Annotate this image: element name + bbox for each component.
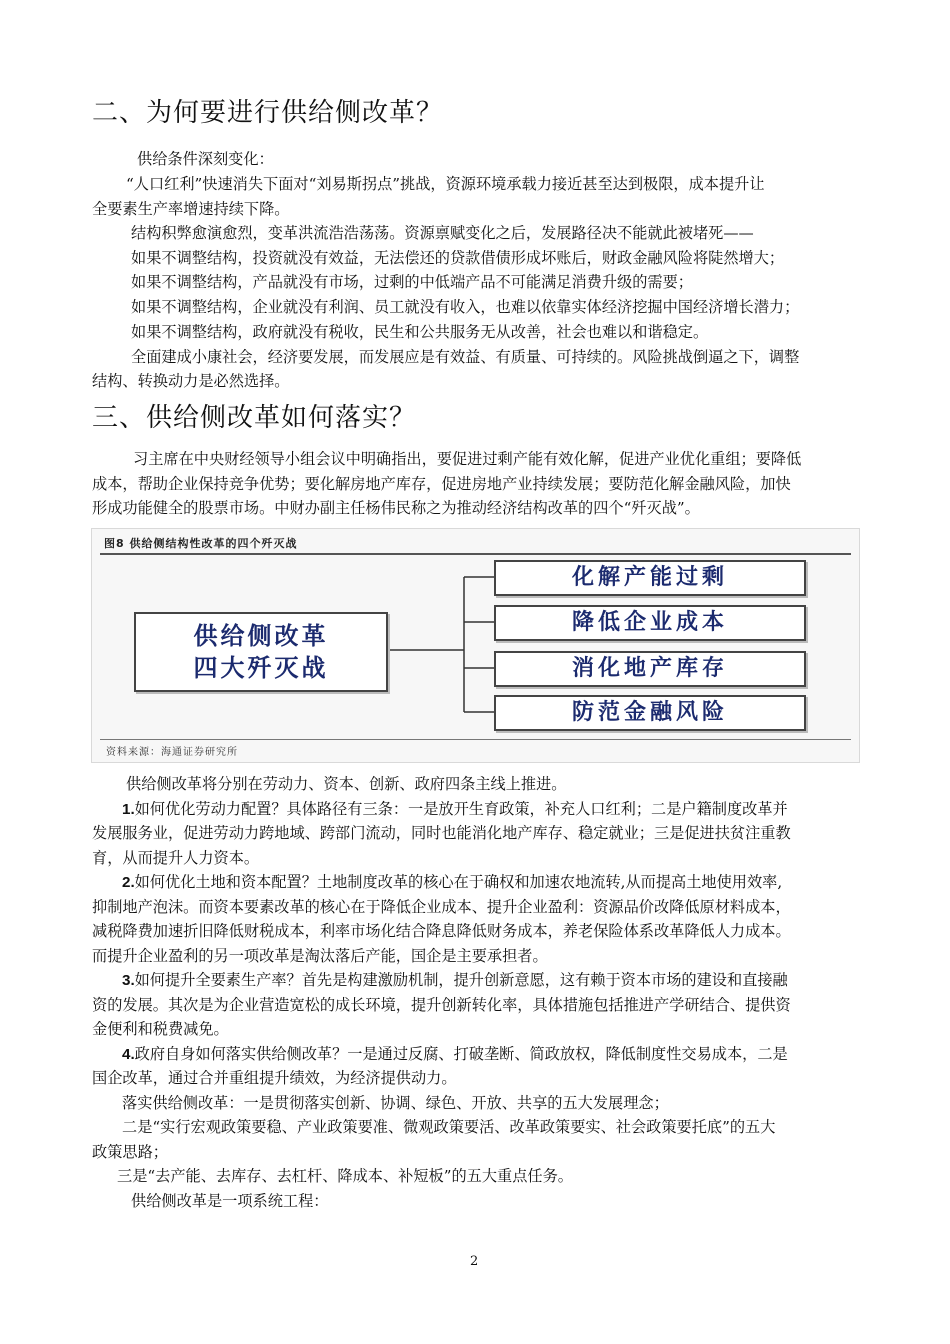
figure-caption: 图8 供给侧结构性改革的四个歼灭战	[104, 537, 298, 550]
paragraph: 全面建成小康社会，经济要发展，而发展应是有效益、有质量、可持续的。风险挑战倒逼之下，调整	[131, 348, 800, 366]
paragraph: “人口红利”快速消失下面对“刘易斯拐点”挑战，资源环境承载力接近甚至达到极限，成本提升让	[126, 175, 765, 193]
paragraph: 如果不调整结构，企业就没有利润、员工就没有收入，也难以依靠实体经济挖掘中国经济增长潜力；	[131, 298, 800, 316]
paragraph: 落实供给侧改革：一是贯彻落实创新、协调、绿色、开放、共享的五大发展理念；	[122, 1094, 669, 1112]
section2-heading: 二、为何要进行供给侧改革？	[92, 98, 444, 128]
section3-heading: 三、供给侧改革如何落实？	[92, 403, 417, 433]
item-number: 2.	[122, 874, 135, 891]
item-number: 1.	[122, 801, 135, 818]
paragraph: 结构积弊愈演愈烈，变革洪流浩浩荡荡。资源禀赋变化之后，发展路径决不能就此被堵死——	[131, 224, 754, 242]
paragraph: 而提升企业盈利的另一项改革是淘汰落后产能，国企是主要承担者。	[92, 947, 548, 965]
battle-box-cost: 降低企业成本	[494, 605, 806, 641]
paragraph: 供给侧改革将分别在劳动力、资本、创新、政府四条主线上推进。	[126, 775, 567, 793]
paragraph-3	[122, 968, 788, 994]
paragraph: 抑制地产泡沫。而资本要素改革的核心在于降低企业成本、提升企业盈利：资源品价改降低原材料成本，	[92, 898, 791, 916]
paragraph: 减税降费加速折旧降低财税成本，利率市场化结合降息降低财务成本，养老保险体系改革降低人力成本。	[92, 922, 791, 940]
paragraph: 习主席在中央财经领导小组会议中明确指出，要促进过剩产能有效化解，促进产业优化重组；要降低	[133, 450, 802, 468]
figure-bottom-rule	[100, 739, 851, 740]
paragraph-text: 如何优化劳动力配置？具体路径有三条：一是放开生育政策，补充人口红利；二是户籍制度改革并	[134, 800, 788, 818]
paragraph: 资的发展。其次是为企业营造宽松的成长环境，提升创新转化率，具体措施包括推进产学研结合、提供资	[92, 996, 791, 1014]
paragraph-text: 如何优化土地和资本配置？土地制度改革的核心在于确权和加速农地流转,从而提高土地使用效率,	[134, 873, 783, 891]
paragraph: 政策思路；	[92, 1143, 168, 1161]
paragraph: 发展服务业，促进劳动力跨地域、跨部门流动，同时也能消化地产库存、稳定就业；三是促进扶贫注重教	[92, 824, 791, 842]
main-box-line1: 供给侧改革	[193, 622, 329, 650]
paragraph: 如果不调整结构，政府就没有税收，民生和公共服务无从改善，社会也难以和谐稳定。	[131, 323, 709, 341]
paragraph: 成本，帮助企业保持竞争优势；要化解房地产库存，促进房地产业持续发展；要防范化解金融风险，加快	[92, 475, 791, 493]
paragraph: 育，从而提升人力资本。	[92, 849, 260, 867]
paragraph: 全要素生产率增速持续下降。	[92, 200, 290, 218]
main-box-line2: 四大歼灭战	[193, 654, 329, 682]
item-number: 3.	[122, 972, 135, 989]
figure-source: 资料来源：海通证券研究所	[106, 747, 238, 758]
paragraph-text: 如何提升全要素生产率？首先是构建激励机制，提升创新意愿，这有赖于资本市场的建设和直接融	[134, 971, 788, 989]
paragraph: 三是“去产能、去库存、去杠杆、降成本、补短板”的五大重点任务。	[117, 1167, 573, 1185]
paragraph-text: 政府自身如何落实供给侧改革？一是通过反腐、打破垄断、简政放权，降低制度性交易成本，二是	[134, 1045, 788, 1063]
figure-four-battles	[91, 528, 860, 763]
paragraph: 如果不调整结构，投资就没有效益，无法偿还的贷款借债形成坏账后，财政金融风险将陡然增大；	[131, 249, 785, 267]
paragraph: 供给侧改革是一项系统工程：	[131, 1192, 329, 1210]
paragraph-1	[122, 797, 788, 823]
battle-box-inventory: 消化地产库存	[494, 651, 806, 687]
figure-main-box	[134, 612, 388, 692]
item-number: 4.	[122, 1046, 135, 1063]
paragraph-4	[122, 1042, 788, 1068]
paragraph: 国企改革，通过合并重组提升绩效，为经济提供动力。	[92, 1069, 457, 1087]
battle-box-financial-risk: 防范金融风险	[494, 695, 806, 731]
paragraph: 金便利和税费减免。	[92, 1020, 229, 1038]
page-number: 2	[470, 1254, 479, 1269]
paragraph: 形成功能健全的股票市场。中财办副主任杨伟民称之为推动经济结构改革的四个“歼灭战”。	[92, 499, 700, 517]
paragraph: 二是“实行宏观政策要稳、产业政策要准、微观政策要活、改革政策要实、社会政策要托底”的五大	[122, 1118, 776, 1136]
paragraph: 如果不调整结构，产品就没有市场，过剩的中低端产品不可能满足消费升级的需要；	[131, 273, 693, 291]
paragraph-2	[122, 870, 782, 896]
paragraph: 结构、转换动力是必然选择。	[92, 372, 290, 390]
battle-box-overcapacity: 化解产能过剩	[494, 560, 806, 596]
paragraph: 供给条件深刻变化：	[137, 150, 274, 168]
